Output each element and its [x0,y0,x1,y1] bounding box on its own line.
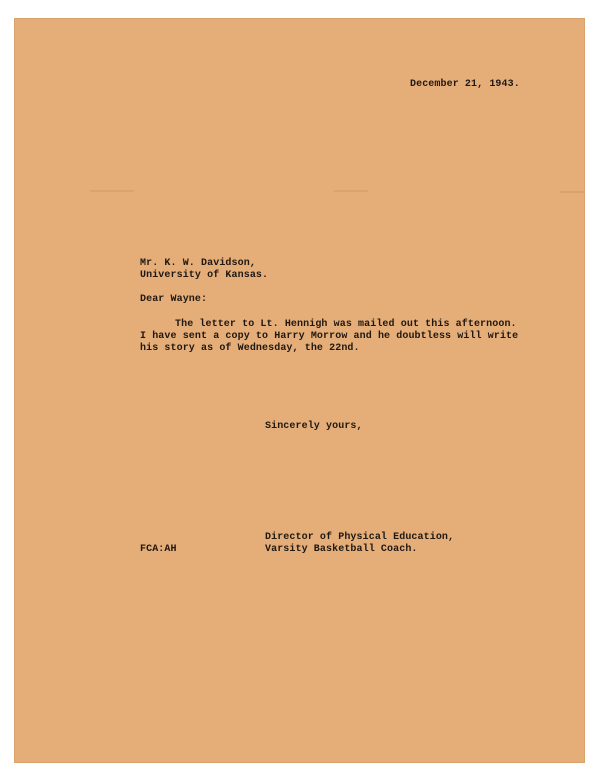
letter-page [14,18,585,763]
salutation: Dear Wayne: [140,294,208,305]
body-line-1: The letter to Lt. Hennigh was mailed out this afternoon. [175,319,517,330]
paper-speck [334,190,368,192]
signature-title-line-1: Director of Physical Education, [265,532,455,543]
closing: Sincerely yours, [265,421,363,432]
paper-speck [560,191,584,193]
paper-speck [90,190,134,192]
signature-title-line-2: Varsity Basketball Coach. [265,544,418,555]
letter-date: December 21, 1943. [410,79,520,90]
recipient-institution: University of Kansas. [140,270,269,281]
body-line-3: his story as of Wednesday, the 22nd. [140,343,360,354]
initials: FCA:AH [140,544,177,555]
recipient-name: Mr. K. W. Davidson, [140,258,256,269]
body-line-2: I have sent a copy to Harry Morrow and he doubtless will write [140,331,519,342]
